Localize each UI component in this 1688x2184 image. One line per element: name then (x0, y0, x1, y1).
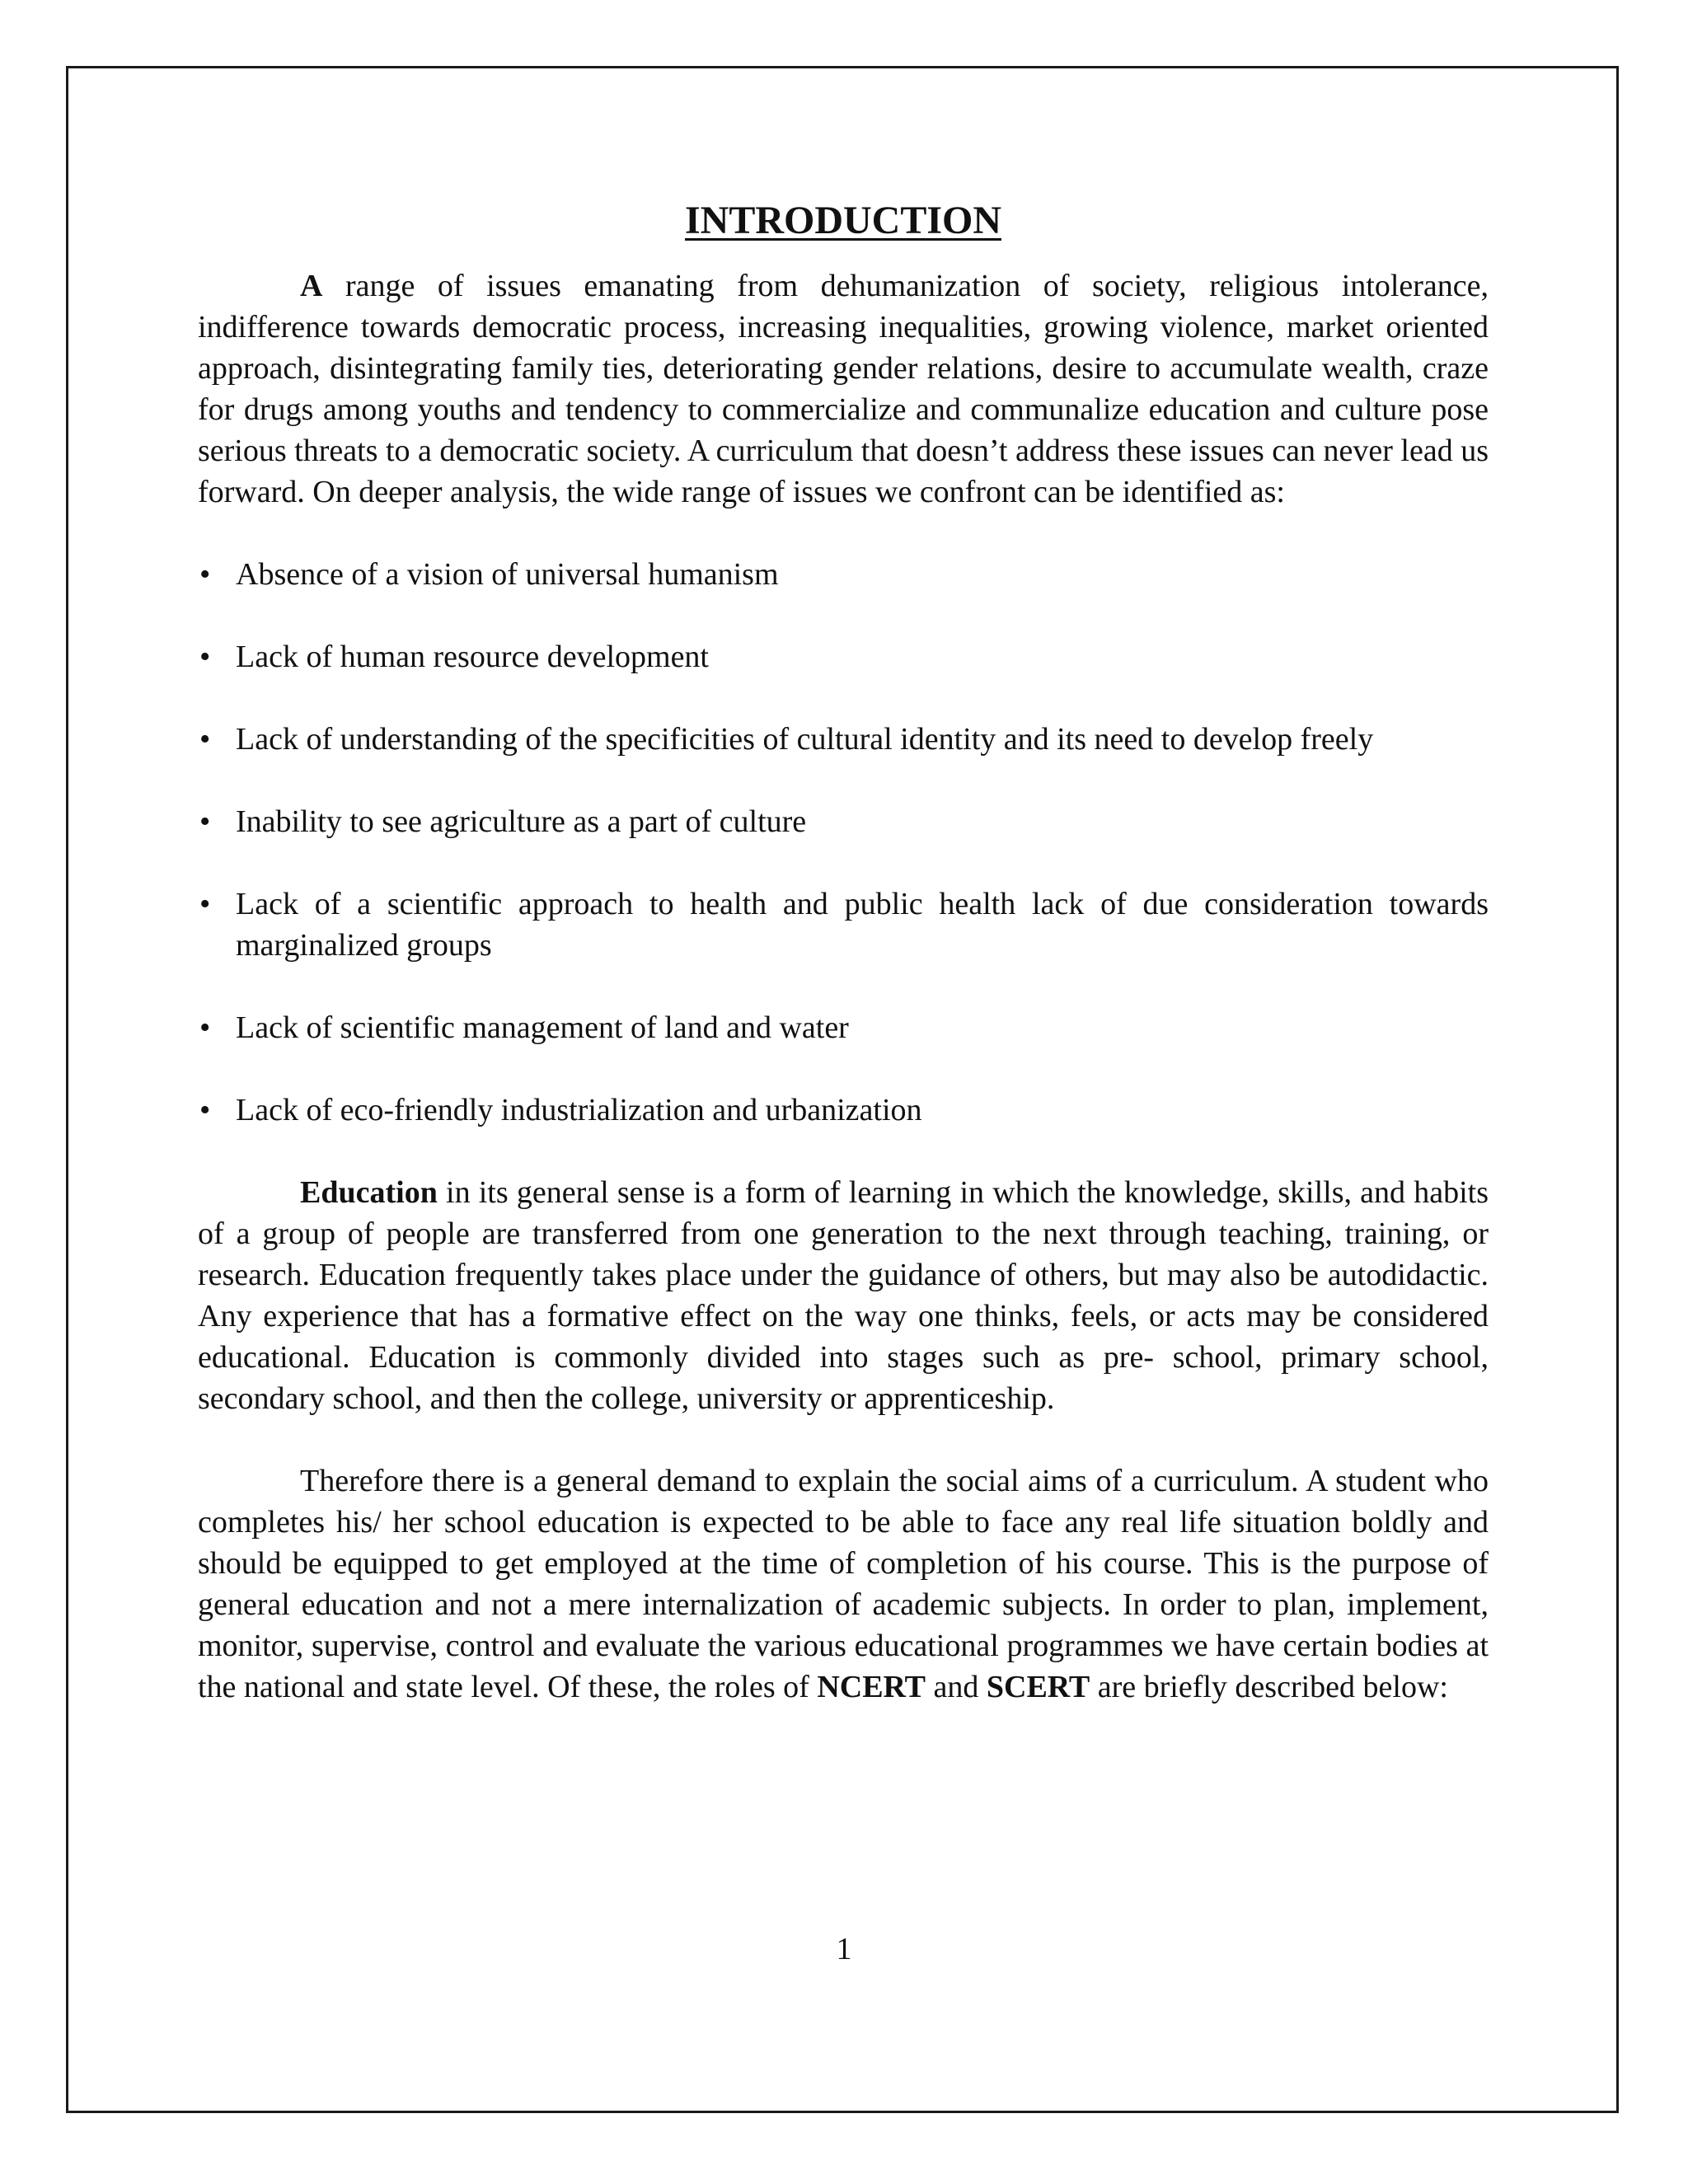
list-item-text: Lack of a scientific approach to health and public health lack of due consideration towards marginalized groups (236, 887, 1489, 963)
scert-term: SCERT (986, 1670, 1090, 1704)
page-number: 1 (836, 1932, 852, 1966)
closing-paragraph (198, 1460, 1489, 1708)
list-item-text: Inability to see agriculture as a part of culture (236, 804, 807, 839)
list-item-text: Lack of scientific management of land and water (236, 1010, 849, 1045)
list-item (198, 1007, 1489, 1048)
list-item-text: Lack of eco-friendly industrialization and urbanization (236, 1093, 922, 1127)
intro-lead-word: A (300, 269, 323, 303)
list-item (198, 554, 1489, 595)
bullet-icon: • (199, 557, 211, 592)
closing-text-before: Therefore there is a general demand to explain the social aims of a curriculum. A student who completes his/ her school education is expected to be able to face any real life situation boldly and should be equipped to get employed at the time of completion of his course. This is the purpose of general education and not a mere internalization of academic subjects. In order to plan, implement, monitor, supervise, control and evaluate the various educational programmes we have certain bodies at the national and state level. Of these, the roles of (198, 1464, 1489, 1704)
bullet-icon: • (199, 804, 211, 839)
bullet-icon: • (199, 722, 211, 757)
list-item (198, 636, 1489, 677)
closing-text-middle: and (926, 1670, 987, 1704)
list-item (198, 801, 1489, 842)
intro-text: range of issues emanating from dehumanization of society, religious intolerance, indifference towards democratic process, increasing inequalities, growing violence, market oriented approach, disintegrating family ties, deteriorating gender relations, desire to accumulate wealth, craze for drugs among youths and tendency to commercialize and communalize education and culture pose serious threats to a democratic society. A curriculum that doesn’t address these issues can never lead us forward. On deeper analysis, the wide range of issues we confront can be identified as: (198, 269, 1489, 509)
closing-text-after: are briefly described below: (1090, 1670, 1448, 1704)
intro-paragraph (198, 265, 1489, 513)
page-title: INTRODUCTION (684, 199, 1002, 242)
bullet-icon: • (199, 640, 211, 674)
list-item (198, 883, 1489, 966)
document-body (198, 194, 1489, 1708)
education-text: in its general sense is a form of learning in which the knowledge, skills, and habits of a group of people are transferred from one generation to the next through teaching, training, or research. Education frequently takes place under the guidance of others, but may also be autodidactic. Any experience that has a formative effect on the way one thinks, feels, or acts may be considered educational. Education is commonly divided into stages such as pre- school, primary school, secondary school, and then the college, university or apprenticeship. (198, 1175, 1489, 1416)
list-item-text: Lack of human resource development (236, 640, 709, 674)
issues-list (198, 554, 1489, 1131)
bullet-icon: • (199, 887, 211, 921)
ncert-term: NCERT (817, 1670, 926, 1704)
list-item (198, 1090, 1489, 1131)
education-paragraph (198, 1172, 1489, 1419)
list-item-text: Absence of a vision of universal humanism (236, 557, 779, 592)
education-lead-word: Education (300, 1175, 438, 1210)
list-item-text: Lack of understanding of the specificities of cultural identity and its need to develop freely (236, 722, 1374, 757)
bullet-icon: • (199, 1093, 211, 1127)
list-item (198, 719, 1489, 760)
bullet-icon: • (199, 1010, 211, 1045)
